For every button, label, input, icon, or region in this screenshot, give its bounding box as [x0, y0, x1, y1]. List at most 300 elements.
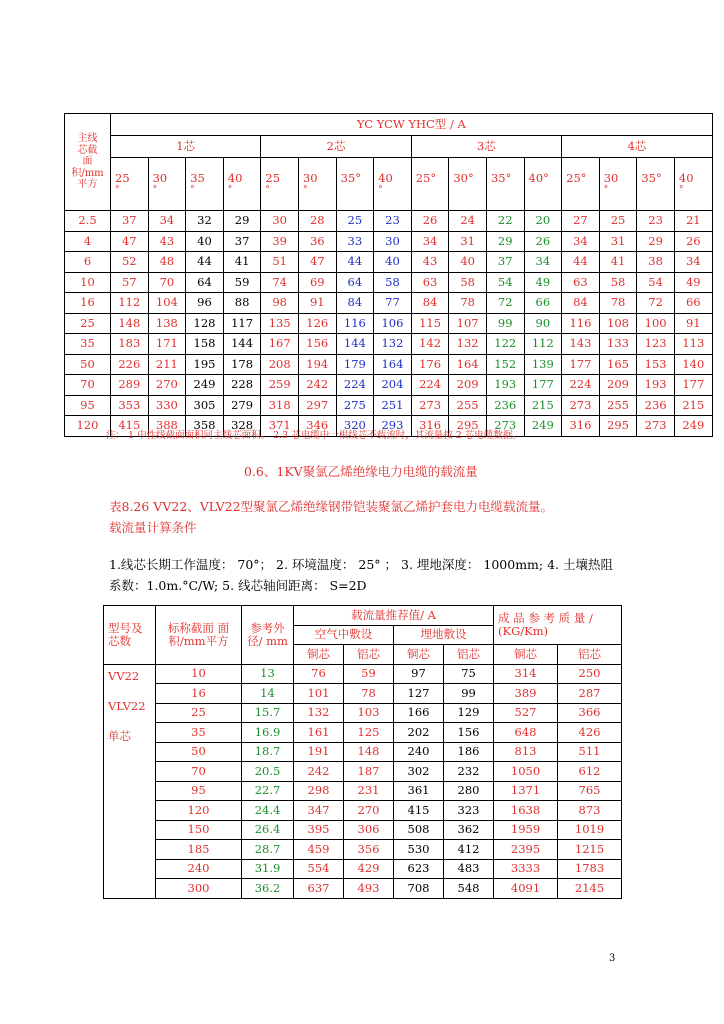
- t1-temp-value: 25°: [415, 171, 437, 186]
- t1-ampacity-cell: 176: [411, 354, 449, 375]
- calc-conditions-line-2: 系数：1.0m.°C/W; 5. 线芯轴间距离： S=2D: [109, 578, 367, 593]
- t2-type-header-line: 型号及: [108, 620, 143, 635]
- t1-ampacity-cell: 273: [411, 395, 449, 416]
- t2-size-header-line: 标称截面 面: [167, 620, 230, 635]
- t2-data-row: [104, 684, 622, 704]
- t2-weight-copper-cell: 1638: [494, 801, 558, 821]
- t2-data-row: [104, 762, 622, 782]
- t1-ampacity-cell: 195: [186, 354, 224, 375]
- t1-ampacity-cell: 47: [298, 252, 336, 273]
- t1-temp-value: 25: [115, 171, 130, 186]
- t1-ampacity-cell: 28: [298, 211, 336, 232]
- t2-air-aluminum-cell: 125: [344, 723, 394, 743]
- t2-od-cell: 31.9: [242, 859, 294, 879]
- t1-temp-value: 40: [678, 171, 694, 186]
- t1-ampacity-cell: 330: [148, 395, 186, 416]
- t2-ground-copper-cell: 302: [394, 762, 444, 782]
- t1-temp-degree: °: [378, 185, 383, 196]
- t1-ampacity-cell: 99: [486, 313, 524, 334]
- t1-ampacity-cell: 215: [524, 395, 562, 416]
- t1-ampacity-cell: 58: [599, 272, 637, 293]
- t2-ground-copper-cell: 97: [394, 664, 444, 684]
- t2-ground-aluminum-cell: 323: [444, 801, 494, 821]
- t1-ampacity-cell: 54: [637, 272, 675, 293]
- t1-temp-degree: °: [678, 185, 684, 196]
- t2-size-cell: 185: [156, 840, 242, 860]
- t1-ampacity-cell: 135: [261, 313, 299, 334]
- t2-aluminum-header: 铝芯: [558, 645, 622, 665]
- t2-weight-aluminum-cell: 511: [558, 742, 622, 762]
- t1-ampacity-cell: 164: [374, 354, 412, 375]
- t1-ampacity-cell: 255: [449, 395, 487, 416]
- t1-temp-degree: °: [152, 185, 158, 196]
- t1-ampacity-cell: 316: [562, 416, 600, 437]
- t2-weight-aluminum-cell: 1783: [558, 859, 622, 879]
- t1-temp-degree: °: [302, 185, 308, 196]
- t1-ampacity-cell: 78: [599, 293, 637, 314]
- t2-ground-aluminum-cell: 129: [444, 703, 494, 723]
- t1-ampacity-cell: 144: [336, 334, 374, 355]
- t1-temp-header: [411, 158, 449, 211]
- t2-data-row: [104, 703, 622, 723]
- t2-size-cell: 50: [156, 742, 242, 762]
- t2-air-aluminum-cell: 148: [344, 742, 394, 762]
- t2-weight-copper-cell: 314: [494, 664, 558, 684]
- t1-ampacity-cell: 279: [223, 395, 261, 416]
- t1-ampacity-cell: 289: [111, 375, 149, 396]
- t1-ampacity-cell: 167: [261, 334, 299, 355]
- t1-temp-degree: [341, 186, 374, 196]
- t1-ampacity-cell: 44: [336, 252, 374, 273]
- t2-weight-copper-cell: 527: [494, 703, 558, 723]
- t1-ampacity-cell: 106: [374, 313, 412, 334]
- t1-ampacity-cell: 112: [524, 334, 562, 355]
- t2-weight-aluminum-cell: 287: [558, 684, 622, 704]
- t2-od-header: [242, 606, 294, 665]
- t1-data-row: [65, 375, 713, 396]
- t1-ampacity-cell: 38: [637, 252, 675, 273]
- t1-ampacity-cell: 132: [374, 334, 412, 355]
- t2-od-header-line: 参考外: [250, 620, 285, 635]
- t1-temp-header: [336, 158, 374, 211]
- t2-od-cell: 28.7: [242, 840, 294, 860]
- t1-ampacity-cell: 49: [524, 272, 562, 293]
- t1-ampacity-cell: 98: [261, 293, 299, 314]
- t1-ampacity-cell: 40: [374, 252, 412, 273]
- yc-cable-ampacity-table: [64, 113, 713, 437]
- t2-weight-header-line: 成 品 参 考 质 量 /: [498, 610, 593, 625]
- t2-size-cell: 25: [156, 703, 242, 723]
- t2-air-copper-cell: 161: [294, 723, 344, 743]
- t1-ampacity-cell: 48: [148, 252, 186, 273]
- t1-ampacity-cell: 353: [111, 395, 149, 416]
- t1-ampacity-cell: 91: [298, 293, 336, 314]
- t2-size-cell: 120: [156, 801, 242, 821]
- t1-ampacity-cell: 20: [524, 211, 562, 232]
- t1-ampacity-cell: 34: [411, 231, 449, 252]
- t1-ampacity-cell: 273: [562, 395, 600, 416]
- t1-ampacity-cell: 177: [562, 354, 600, 375]
- t1-temp-value: 30°: [453, 171, 474, 186]
- t1-ampacity-cell: 249: [524, 416, 562, 437]
- t2-od-cell: 16.9: [242, 723, 294, 743]
- t1-ampacity-cell: 43: [411, 252, 449, 273]
- t2-ground-aluminum-cell: 280: [444, 781, 494, 801]
- t2-air-aluminum-cell: 270: [344, 801, 394, 821]
- t1-ampacity-cell: 25: [599, 211, 637, 232]
- t1-temp-degree: [566, 186, 599, 196]
- t1-temp-value: 35°: [340, 171, 361, 186]
- t1-header-row-temps: [65, 158, 713, 211]
- t1-ampacity-cell: 122: [486, 334, 524, 355]
- t2-weight-aluminum-cell: 1019: [558, 820, 622, 840]
- t2-weight-copper-cell: 4091: [494, 879, 558, 899]
- t1-ampacity-cell: 346: [298, 416, 336, 437]
- t2-od-cell: 36.2: [242, 879, 294, 899]
- t1-ampacity-cell: 112: [111, 293, 149, 314]
- t1-ampacity-cell: 30: [261, 211, 299, 232]
- t2-weight-copper-cell: 3333: [494, 859, 558, 879]
- t1-ampacity-cell: 72: [637, 293, 675, 314]
- t1-ampacity-cell: 148: [111, 313, 149, 334]
- t1-ampacity-cell: 72: [486, 293, 524, 314]
- t1-ampacity-cell: 117: [223, 313, 261, 334]
- t1-ampacity-cell: 126: [298, 313, 336, 334]
- t1-data-row: [65, 252, 713, 273]
- t1-data-row: [65, 395, 713, 416]
- t1-ampacity-cell: 43: [148, 231, 186, 252]
- t1-ampacity-cell: 91: [674, 313, 712, 334]
- t1-ampacity-cell: 30: [374, 231, 412, 252]
- t2-ground-aluminum-cell: 99: [444, 684, 494, 704]
- t1-ampacity-cell: 293: [374, 416, 412, 437]
- t1-ampacity-cell: 66: [674, 293, 712, 314]
- t1-temp-value: 25: [265, 171, 281, 186]
- t1-ampacity-cell: 236: [486, 395, 524, 416]
- t2-ground-copper-cell: 415: [394, 801, 444, 821]
- t1-corner-header: [65, 114, 111, 211]
- t2-data-row: [104, 781, 622, 801]
- t1-temp-degree: °: [265, 185, 270, 196]
- t2-size-cell: 240: [156, 859, 242, 879]
- t1-size-cell: 35: [65, 334, 111, 355]
- t1-temp-header: [261, 158, 299, 211]
- t1-ampacity-cell: 54: [486, 272, 524, 293]
- table2-caption: 表8.26 VV22、VLV22型聚氯乙烯绝缘钢带铠装聚氯乙烯护套电力电缆载流量。: [109, 499, 554, 514]
- t2-weight-aluminum-cell: 612: [558, 762, 622, 782]
- t2-copper-header: 铜芯: [294, 645, 344, 665]
- t1-ampacity-cell: 39: [261, 231, 299, 252]
- t1-ampacity-cell: 57: [111, 272, 149, 293]
- t2-size-cell: 35: [156, 723, 242, 743]
- t1-temp-degree: °: [227, 185, 233, 196]
- t1-ampacity-cell: 37: [223, 231, 261, 252]
- t1-corner-header-line: 芯截: [77, 144, 98, 156]
- t1-ampacity-cell: 40: [186, 231, 224, 252]
- t1-size-cell: 95: [65, 395, 111, 416]
- t1-temp-header: [486, 158, 524, 211]
- t1-ampacity-cell: 74: [261, 272, 299, 293]
- t1-temp-header: [111, 158, 149, 211]
- t2-size-cell: 150: [156, 820, 242, 840]
- t1-ampacity-cell: 23: [374, 211, 412, 232]
- t2-size-cell: 95: [156, 781, 242, 801]
- t2-od-cell: 14: [242, 684, 294, 704]
- t2-size-cell: 10: [156, 664, 242, 684]
- t1-temp-degree: °: [603, 185, 609, 196]
- t2-od-cell: 15.7: [242, 703, 294, 723]
- t1-ampacity-cell: 107: [449, 313, 487, 334]
- table1-note: 注： 1 中性线截面面积同主线芯面积。 2.3 芯电缆中一根线芯不载流时，其流量按 2 芯电缆数据。: [106, 430, 522, 441]
- t2-type-line: [108, 715, 155, 727]
- t1-temp-degree: °: [190, 185, 195, 196]
- t1-ampacity-cell: 34: [524, 252, 562, 273]
- t1-ampacity-cell: 108: [599, 313, 637, 334]
- t2-copper-header: 铜芯: [494, 645, 558, 665]
- t1-ampacity-cell: 44: [562, 252, 600, 273]
- t1-data-row: [65, 231, 713, 252]
- t1-temp-value: 40: [378, 171, 393, 186]
- t1-ampacity-cell: 22: [486, 211, 524, 232]
- t1-temp-value: 40°: [528, 171, 549, 186]
- t1-ampacity-cell: 29: [223, 211, 261, 232]
- t1-ampacity-cell: 224: [411, 375, 449, 396]
- t1-temp-header: [524, 158, 562, 211]
- t1-ampacity-cell: 96: [186, 293, 224, 314]
- t2-ground-copper-cell: 361: [394, 781, 444, 801]
- t1-ampacity-cell: 64: [336, 272, 374, 293]
- calc-conditions-heading: 载流量计算条件: [109, 520, 197, 535]
- t1-ampacity-cell: 27: [562, 211, 600, 232]
- t1-ampacity-cell: 178: [223, 354, 261, 375]
- t2-air-copper-cell: 298: [294, 781, 344, 801]
- t2-od-cell: 18.7: [242, 742, 294, 762]
- t1-data-row: [65, 354, 713, 375]
- t1-ampacity-cell: 115: [411, 313, 449, 334]
- t2-air-copper-cell: 554: [294, 859, 344, 879]
- t1-temp-value: 35°: [641, 171, 662, 186]
- t1-header-row-cores: [65, 136, 713, 158]
- t2-air-copper-cell: 242: [294, 762, 344, 782]
- t2-type-line: [108, 685, 155, 697]
- t1-ampacity-cell: 37: [111, 211, 149, 232]
- t1-data-row: [65, 293, 713, 314]
- t2-type-line: VV22: [108, 668, 140, 683]
- t2-data-row: [104, 801, 622, 821]
- t1-ampacity-cell: 194: [298, 354, 336, 375]
- t1-ampacity-cell: 123: [637, 334, 675, 355]
- t2-ground-copper-cell: 508: [394, 820, 444, 840]
- t2-od-cell: 20.5: [242, 762, 294, 782]
- t2-copper-header: 铜芯: [394, 645, 444, 665]
- t1-ampacity-cell: 58: [449, 272, 487, 293]
- t1-ampacity-cell: 128: [186, 313, 224, 334]
- t1-ampacity-cell: 59: [223, 272, 261, 293]
- t2-ground-copper-cell: 127: [394, 684, 444, 704]
- t1-ampacity-cell: 208: [261, 354, 299, 375]
- t2-air-copper-cell: 132: [294, 703, 344, 723]
- t1-ampacity-cell: 34: [562, 231, 600, 252]
- t2-ground-copper-cell: 530: [394, 840, 444, 860]
- t2-data-row: [104, 723, 622, 743]
- t1-size-cell: 120: [65, 416, 111, 437]
- t1-ampacity-cell: 249: [186, 375, 224, 396]
- t2-ground-aluminum-cell: 412: [444, 840, 494, 860]
- t2-ground-aluminum-cell: 156: [444, 723, 494, 743]
- t1-ampacity-cell: 153: [637, 354, 675, 375]
- t2-od-cell: 13: [242, 664, 294, 684]
- t2-air-aluminum-cell: 231: [344, 781, 394, 801]
- t2-size-cell: 300: [156, 879, 242, 899]
- t1-ampacity-cell: 171: [148, 334, 186, 355]
- t1-ampacity-cell: 273: [486, 416, 524, 437]
- t1-ampacity-cell: 177: [674, 375, 712, 396]
- t2-size-header: [156, 606, 242, 665]
- t1-ampacity-cell: 41: [223, 252, 261, 273]
- t2-air-copper-cell: 101: [294, 684, 344, 704]
- t2-ground-copper-cell: 708: [394, 879, 444, 899]
- t2-ground-copper-cell: 202: [394, 723, 444, 743]
- t1-ampacity-cell: 295: [449, 416, 487, 437]
- t2-type-line: 单芯: [108, 729, 131, 744]
- t2-size-header-line: 积/mm平方: [168, 633, 229, 648]
- t1-ampacity-cell: 26: [674, 231, 712, 252]
- t1-ampacity-cell: 25: [336, 211, 374, 232]
- t1-ampacity-cell: 211: [148, 354, 186, 375]
- t1-ampacity-cell: 179: [336, 354, 374, 375]
- t1-temp-degree: [641, 186, 674, 196]
- t1-temp-header: [599, 158, 637, 211]
- t1-ampacity-cell: 415: [111, 416, 149, 437]
- t1-ampacity-cell: 33: [336, 231, 374, 252]
- t2-weight-copper-cell: 1959: [494, 820, 558, 840]
- t1-temp-header: [449, 158, 487, 211]
- t1-ampacity-cell: 251: [374, 395, 412, 416]
- t1-ampacity-cell: 215: [674, 395, 712, 416]
- t1-ampacity-cell: 152: [486, 354, 524, 375]
- t1-ampacity-cell: 77: [374, 293, 412, 314]
- t1-core-group-header: 3芯: [411, 136, 561, 158]
- t2-weight-copper-cell: 648: [494, 723, 558, 743]
- t2-air-header: 空气中敷设: [294, 625, 394, 645]
- t1-ampacity-cell: 320: [336, 416, 374, 437]
- t2-data-row: [104, 840, 622, 860]
- t1-ampacity-cell: 58: [374, 272, 412, 293]
- t1-ampacity-cell: 158: [186, 334, 224, 355]
- t1-ampacity-cell: 316: [411, 416, 449, 437]
- t1-header-row-model: [65, 114, 713, 136]
- t2-od-cell: 24.4: [242, 801, 294, 821]
- t1-ampacity-cell: 228: [223, 375, 261, 396]
- t2-air-aluminum-cell: 59: [344, 664, 394, 684]
- t1-temp-header: [186, 158, 224, 211]
- t1-ampacity-cell: 138: [148, 313, 186, 334]
- t1-core-group-header: 4芯: [562, 136, 713, 158]
- t1-ampacity-cell: 41: [599, 252, 637, 273]
- t1-ampacity-cell: 193: [486, 375, 524, 396]
- t2-air-aluminum-cell: 306: [344, 820, 394, 840]
- t2-size-cell: 16: [156, 684, 242, 704]
- t1-ampacity-cell: 84: [562, 293, 600, 314]
- t1-size-cell: 70: [65, 375, 111, 396]
- t1-ampacity-cell: 273: [637, 416, 675, 437]
- t1-ampacity-cell: 142: [411, 334, 449, 355]
- t1-ampacity-cell: 23: [637, 211, 675, 232]
- t1-temp-degree: [453, 186, 486, 196]
- t1-ampacity-cell: 63: [562, 272, 600, 293]
- t1-size-cell: 6: [65, 252, 111, 273]
- t1-ampacity-cell: 193: [637, 375, 675, 396]
- vv22-cable-ampacity-table: [103, 605, 622, 899]
- t1-ampacity-cell: 165: [599, 354, 637, 375]
- t1-ampacity-cell: 47: [111, 231, 149, 252]
- t1-ampacity-cell: 275: [336, 395, 374, 416]
- t2-current-header: 载流量推荐值/ A: [294, 606, 494, 626]
- t1-ampacity-cell: 164: [449, 354, 487, 375]
- t1-model-title: YC YCW YHC型 / A: [111, 114, 713, 136]
- t1-ampacity-cell: 84: [411, 293, 449, 314]
- t1-ampacity-cell: 209: [449, 375, 487, 396]
- t1-size-cell: 50: [65, 354, 111, 375]
- t2-weight-aluminum-cell: 366: [558, 703, 622, 723]
- t2-air-aluminum-cell: 429: [344, 859, 394, 879]
- t1-temp-value: 25°: [566, 171, 587, 186]
- t2-type-header: [104, 606, 156, 665]
- t2-weight-copper-cell: 389: [494, 684, 558, 704]
- t2-data-row: [104, 859, 622, 879]
- t2-air-aluminum-cell: 103: [344, 703, 394, 723]
- t2-weight-aluminum-cell: 2145: [558, 879, 622, 899]
- t1-temp-value: 30: [603, 171, 619, 186]
- t1-temp-value: 40: [227, 171, 243, 186]
- t1-ampacity-cell: 90: [524, 313, 562, 334]
- t2-air-copper-cell: 347: [294, 801, 344, 821]
- section-title: 0.6、1KV聚氯乙烯绝缘电力电缆的载流量: [244, 464, 478, 479]
- t2-ground-aluminum-cell: 232: [444, 762, 494, 782]
- t2-weight-aluminum-cell: 765: [558, 781, 622, 801]
- t1-temp-header: [562, 158, 600, 211]
- t1-ampacity-cell: 143: [562, 334, 600, 355]
- t1-temp-degree: [529, 186, 562, 196]
- t1-ampacity-cell: 29: [637, 231, 675, 252]
- t2-weight-aluminum-cell: 873: [558, 801, 622, 821]
- t1-temp-header: [148, 158, 186, 211]
- t1-size-cell: 25: [65, 313, 111, 334]
- t2-weight-aluminum-cell: 426: [558, 723, 622, 743]
- t1-corner-header-line: 主线: [77, 133, 98, 145]
- t1-ampacity-cell: 52: [111, 252, 149, 273]
- t1-temp-value: 30: [152, 171, 168, 186]
- t1-ampacity-cell: 236: [637, 395, 675, 416]
- t1-ampacity-cell: 133: [599, 334, 637, 355]
- t1-ampacity-cell: 26: [411, 211, 449, 232]
- t2-air-copper-cell: 637: [294, 879, 344, 899]
- t2-ground-aluminum-cell: 362: [444, 820, 494, 840]
- t2-header-row-1: [104, 606, 622, 626]
- t1-ampacity-cell: 37: [486, 252, 524, 273]
- t1-size-cell: 16: [65, 293, 111, 314]
- t2-ground-copper-cell: 623: [394, 859, 444, 879]
- t2-data-row: [104, 664, 622, 684]
- t2-type-cell: [104, 664, 156, 898]
- t1-ampacity-cell: 40: [449, 252, 487, 273]
- t2-air-aluminum-cell: 493: [344, 879, 394, 899]
- t2-ground-aluminum-cell: 548: [444, 879, 494, 899]
- t1-temp-header: [374, 158, 412, 211]
- t1-ampacity-cell: 78: [449, 293, 487, 314]
- t1-size-cell: 4: [65, 231, 111, 252]
- t2-weight-aluminum-cell: 1215: [558, 840, 622, 860]
